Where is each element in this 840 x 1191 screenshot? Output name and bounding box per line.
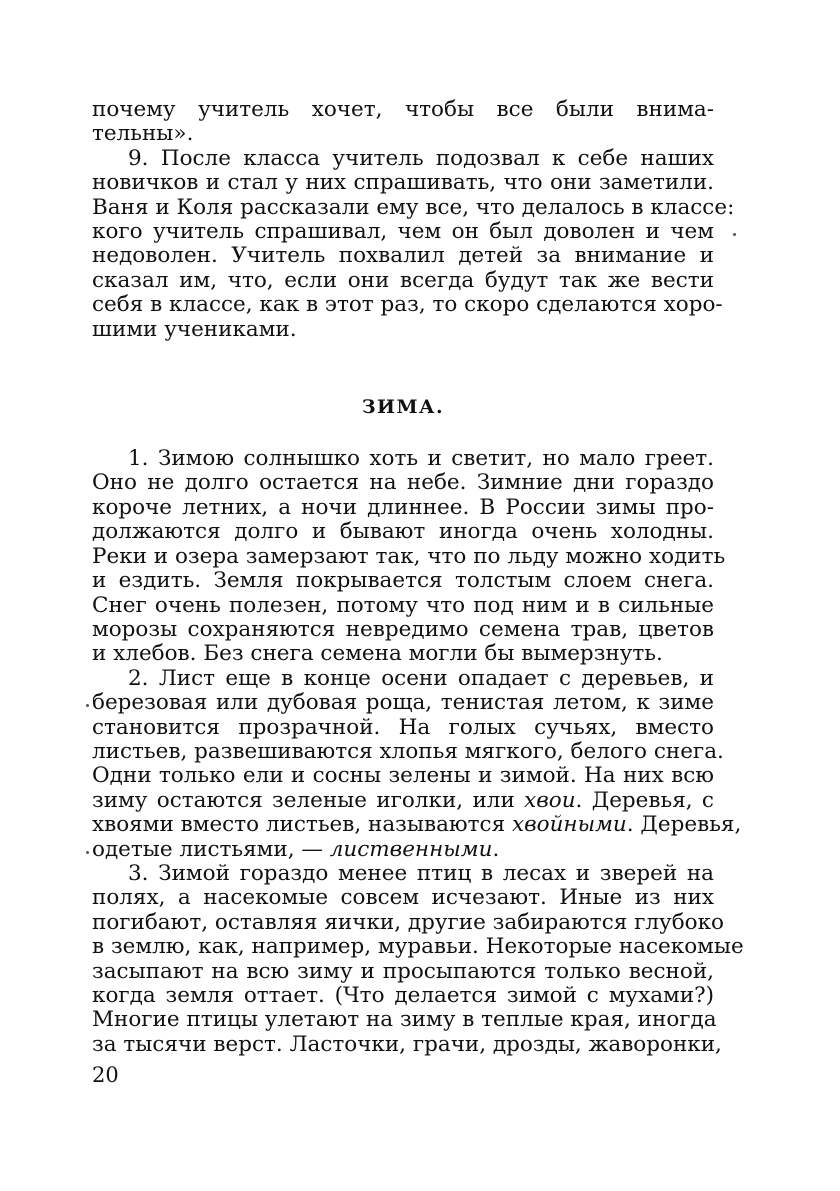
text-line: листьев, развешиваются хлопья мягкого, белого снега. [92,738,724,764]
print-speck [86,851,89,854]
text-line: и хлебов. Без снега семена могли бы вымерзнуть. [92,641,663,667]
text-line: в землю, как, например, муравьи. Некоторые насекомые [92,934,744,960]
text-line: березовая или дубовая роща, тенистая летом, к зиме [92,690,714,716]
text-line: должаются долго и бывают иногда очень холодны. [92,519,714,545]
term-khvoi: хвои [524,787,576,813]
text-line: тельны». [92,121,194,147]
text-line: полях, а насекомые совсем исчезают. Иные из них [92,885,714,911]
text-line: почему учитель хочет, чтобы все были внима- [92,97,714,122]
text-run: одетые листьями, — [92,836,330,862]
text-line: короче летних, а ночи длиннее. В России зимы про- [92,494,714,520]
text-line: морозы сохраняются невредимо семена трав, цветов [92,616,714,642]
text-run: . [492,836,500,862]
term-listvennymi: лиственными [329,836,493,862]
text-line: засыпают на всю зиму и просыпаются только весной, [92,958,714,984]
continued-paragraph [92,98,714,147]
text-line: Одни только ели и сосны зелены и зимой. На них всю [92,763,714,789]
text-line: 9. После класса учитель подозвал к себе наших [128,145,714,171]
text-line: за тысячи верст. Ласточки, грачи, дрозды, жаворонки, [92,1031,722,1057]
text-line: сказал им, что, если они всегда будут так же вести [92,267,714,293]
text-run: хвоями вместо листьев, называются [92,812,512,838]
text-line [92,789,714,813]
text-line: кого учитель спрашивал, чем он был доволен и чем [92,219,714,245]
text-run: . Деревья, с [575,787,714,813]
text-line [92,838,714,862]
text-line: новичков и стал у них спрашивать, что они заметили. [92,170,714,196]
text-line: Снег очень полезен, потому что под ним и в сильные [92,592,714,618]
section-title: ЗИМА. [361,396,445,419]
text-line [92,812,742,838]
paragraph-1 [92,446,726,667]
print-speck [86,704,89,707]
text-run: зиму остаются зеленые иголки, или [92,787,525,813]
text-line: 1. Зимою солнышко хоть и светит, но мало греет. [128,446,714,472]
page-number: 20 [92,1063,119,1087]
text-line: 3. Зимой гораздо менее птиц в лесах и зверей на [128,860,714,886]
paragraph-2 [92,665,742,862]
text-line: и ездить. Земля покрывается толстым слоем снега. [92,568,714,594]
text-line: погибают, оставляя яички, другие забираются глубоко [92,909,724,935]
page-body [92,97,744,1057]
print-speck [733,233,736,236]
text-line: Ваня и Коля рассказали ему все, что делалось в классе: [92,194,735,220]
text-line: себя в классе, как в этот раз, то скоро сделаются хоро- [92,292,723,318]
paragraph-9 [92,145,735,342]
paragraph-3 [92,860,744,1057]
text-run: . Деревья, [626,812,742,838]
text-line: шими учениками. [92,316,297,342]
text-line: Многие птицы улетают на зиму в теплые края, иногда [92,1007,717,1033]
term-khvoinymi: хвойными [511,812,627,838]
text-line: когда земля оттает. (Что делается зимой с мухами?) [92,983,714,1008]
text-line: 2. Лист еще в конце осени опадает с деревьев, и [128,665,714,691]
text-line: Оно не долго остается на небе. Зимние дни гораздо [92,470,714,496]
text-line: Реки и озера замерзают так, что по льду можно ходить [92,543,726,569]
text-line: становится прозрачной. На голых сучьях, вместо [92,714,714,740]
text-line: недоволен. Учитель похвалил детей за внимание и [92,243,714,269]
